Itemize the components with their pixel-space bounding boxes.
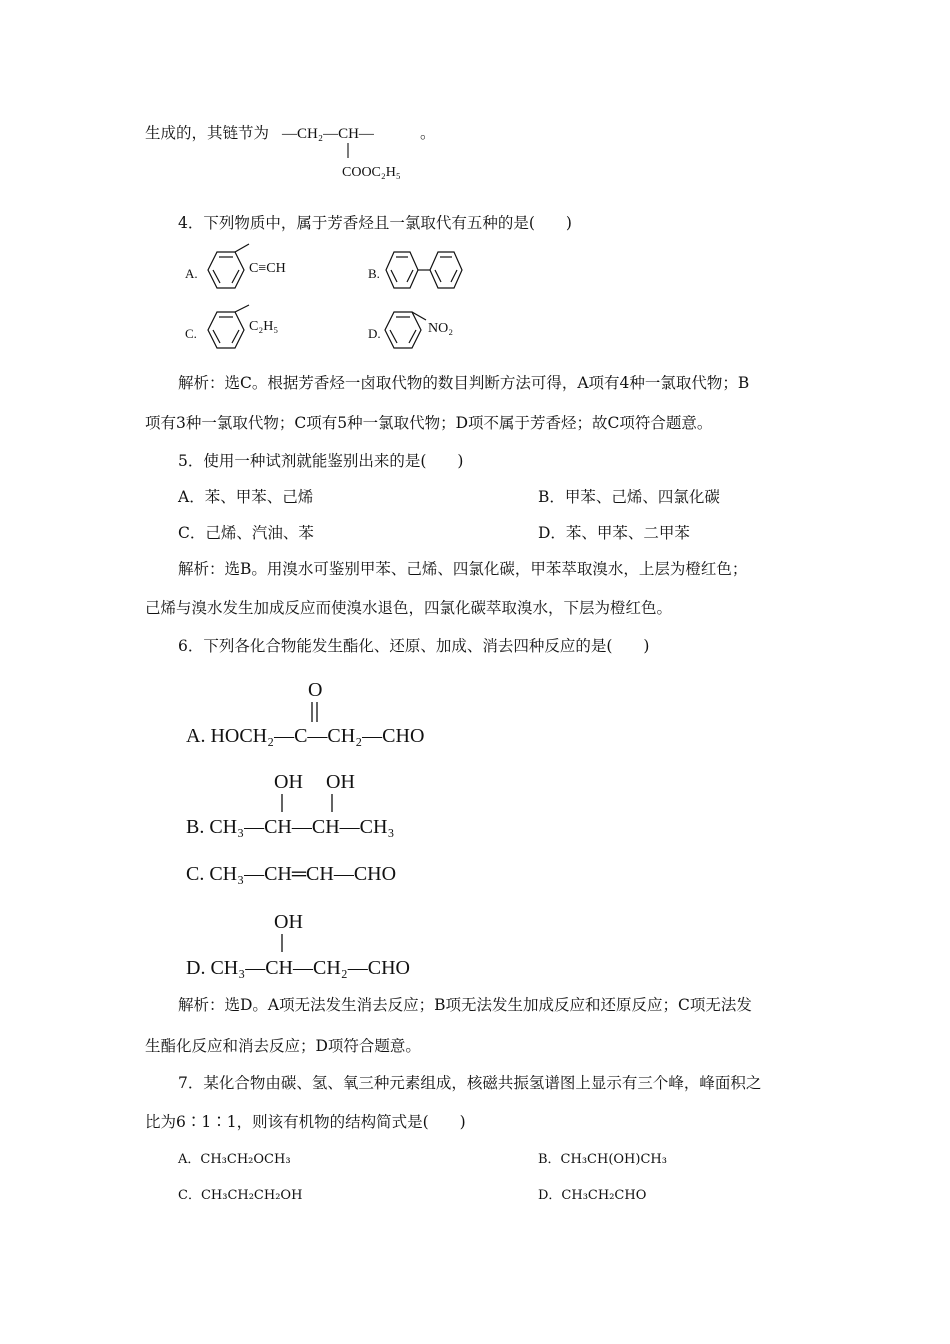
- q5-stem: 5．使用一种试剂就能鉴别出来的是( ): [178, 452, 464, 470]
- q4-option-b-label: B.: [368, 266, 380, 281]
- q5-option-a: A．苯、甲苯、己烯: [178, 488, 314, 506]
- q3-chain-structure: [280, 118, 440, 188]
- q4-option-a-label: A.: [185, 266, 198, 281]
- q5-option-d: D．苯、甲苯、二甲苯: [538, 524, 690, 542]
- q6-option-b: B. CH₃—CH—CH—CH₃: [186, 816, 395, 838]
- q5-option-c: C．己烯、汽油、苯: [178, 524, 314, 542]
- q7-stem-line2: 比为6∶1∶1，则该有机物的结构简式是( ): [145, 1113, 466, 1131]
- q6-option-b-structure: [186, 768, 486, 843]
- q7-option-a: A．CH₃CH₂OCH₃: [178, 1152, 291, 1167]
- q4-option-c-structure: [185, 306, 325, 362]
- q6-option-c: C. CH₃—CH═CH—CHO: [186, 863, 397, 885]
- q6-option-c-structure: [186, 852, 486, 887]
- q6-b-oh1: OH: [274, 771, 303, 793]
- q4-option-a-structure: [185, 246, 325, 302]
- q4-a-bond: [235, 244, 249, 252]
- q5-analysis-line1: 解析：选B。用溴水可鉴别甲苯、己烯、四氯化碳，甲苯萃取溴水，上层为橙红色；: [178, 560, 748, 578]
- q6-option-a-structure: [186, 676, 486, 751]
- q7-option-c: C．CH₃CH₂CH₂OH: [178, 1188, 303, 1203]
- q6-analysis-line2: 生酯化反应和消去反应；D项符合题意。: [145, 1037, 421, 1055]
- q3-tail-text: 生成的，其链节为: [145, 124, 270, 142]
- q6-option-a: A. HOCH₂—C—CH₂—CHO: [186, 725, 425, 747]
- q4-option-a-group: C≡CH: [249, 261, 286, 276]
- q7-option-d: D．CH₃CH₂CHO: [538, 1188, 647, 1203]
- q6-stem: 6．下列各化合物能发生酯化、还原、加成、消去四种反应的是( ): [178, 637, 650, 655]
- q6-b-oh2: OH: [326, 771, 355, 793]
- q5-option-b: B．甲苯、己烯、四氯化碳: [538, 488, 720, 506]
- q6-d-oh: OH: [274, 911, 303, 933]
- q3-tail-end: 。: [420, 124, 436, 142]
- q4-option-c-label: C.: [185, 326, 197, 341]
- q4-analysis-line2: 项有3种一氯取代物；C项有5种一氯取代物；D项不属于芳香烃；故C项符合题意。: [145, 414, 713, 432]
- q4-stem: 4．下列物质中，属于芳香烃且一氯取代有五种的是( ): [178, 214, 572, 232]
- q6-a-oxygen: O: [308, 679, 323, 701]
- q4-option-d-structure: [368, 306, 488, 362]
- q6-analysis-line1: 解析：选D。A项无法发生消去反应；B项无法发生加成反应和还原反应；C项无法发: [178, 996, 752, 1014]
- q4-option-d-label: D.: [368, 326, 381, 341]
- q4-option-c-group: C₂H₅: [249, 319, 279, 334]
- q3-chain-main: —CH₂—CH—: [282, 126, 374, 142]
- q4-option-b-structure: [368, 246, 478, 302]
- q7-stem-line1: 7．某化合物由碳、氢、氧三种元素组成，核磁共振氢谱图上显示有三个峰，峰面积之: [178, 1074, 762, 1092]
- q4-analysis-line1: 解析：选C。根据芳香烃一卤取代物的数目判断方法可得，A项有4种一氯取代物；B: [178, 374, 750, 392]
- q6-option-d: D. CH₃—CH—CH₂—CHO: [186, 957, 410, 979]
- q7-option-b: B．CH₃CH(OH)CH₃: [538, 1152, 667, 1167]
- q3-chain-sub: COOC₂H₅: [342, 165, 401, 180]
- q6-option-d-structure: [186, 908, 486, 983]
- q5-analysis-line2: 己烯与溴水发生加成反应而使溴水退色，四氯化碳萃取溴水，下层为橙红色。: [145, 599, 673, 617]
- q4-option-d-group: NO₂: [428, 321, 454, 336]
